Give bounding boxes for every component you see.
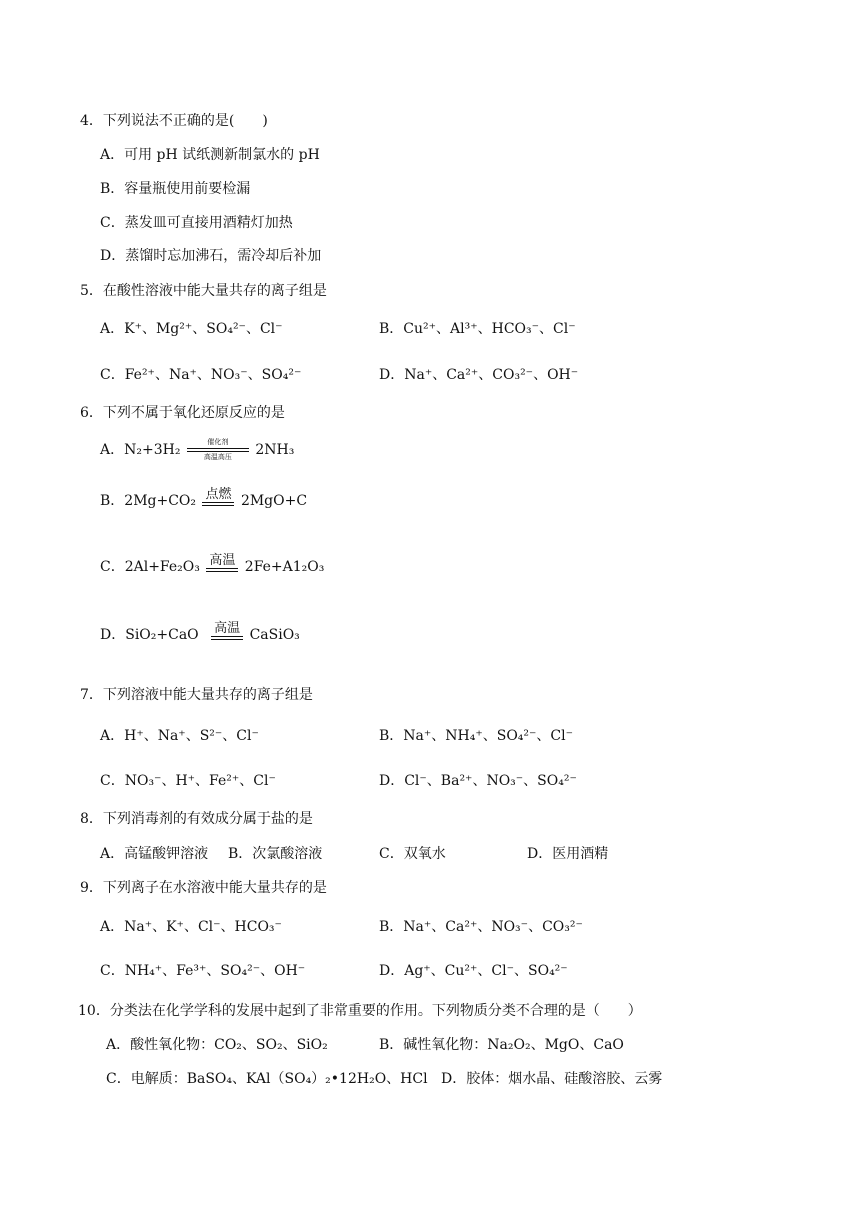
q9-option-c: C．NH₄⁺、Fe³⁺、SO₄²⁻、OH⁻ bbox=[100, 963, 306, 979]
q6-b-condition-text: 点燃 bbox=[205, 487, 232, 502]
q10-stem: 10．分类法在化学学科的发展中起到了非常重要的作用。下列物质分类不合理的是（ ） bbox=[78, 1003, 642, 1019]
q7-option-b: B．Na⁺、NH₄⁺、SO₄²⁻、Cl⁻ bbox=[379, 728, 573, 744]
q4-option-c: C．蒸发皿可直接用酒精灯加热 bbox=[100, 215, 293, 231]
equals-sign-icon bbox=[206, 568, 238, 572]
q6-option-c bbox=[100, 553, 325, 576]
q6-b-reactants: B．2Mg+CO₂ bbox=[100, 493, 197, 509]
q9-stem: 9．下列离子在水溶液中能大量共存的是 bbox=[80, 880, 327, 896]
q6-c-reactants: C．2Al+Fe₂O₃ bbox=[100, 559, 200, 575]
q9-option-a: A．Na⁺、K⁺、Cl⁻、HCO₃⁻ bbox=[100, 919, 282, 935]
q8-option-c: C．双氧水 bbox=[379, 846, 446, 862]
q7-option-d: D．Cl⁻、Ba²⁺、NO₃⁻、SO₄²⁻ bbox=[379, 773, 577, 789]
q10-option-a: A．酸性氧化物：CO₂、SO₂、SiO₂ bbox=[106, 1037, 328, 1053]
q6-option-b bbox=[100, 487, 308, 510]
q9-option-d: D．Ag⁺、Cu²⁺、Cl⁻、SO₄²⁻ bbox=[379, 963, 568, 979]
q8-option-a: A．高锰酸钾溶液 bbox=[100, 846, 209, 862]
q6-d-condition-text: 高温 bbox=[214, 621, 241, 636]
q4-stem: 4．下列说法不正确的是( ) bbox=[80, 113, 268, 129]
q6-c-products: 2Fe+A1₂O₃ bbox=[244, 559, 325, 575]
q7-stem: 7．下列溶液中能大量共存的离子组是 bbox=[80, 687, 313, 703]
q6-d-products: CaSiO₃ bbox=[249, 627, 300, 643]
equals-sign-icon bbox=[211, 636, 243, 640]
q5-option-b: B．Cu²⁺、Al³⁺、HCO₃⁻、Cl⁻ bbox=[379, 321, 576, 337]
q6-option-a bbox=[100, 438, 294, 462]
q5-option-a: A．K⁺、Mg²⁺、SO₄²⁻、Cl⁻ bbox=[100, 321, 283, 337]
q7-option-c: C．NO₃⁻、H⁺、Fe²⁺、Cl⁻ bbox=[100, 773, 276, 789]
q6-c-condition bbox=[206, 554, 238, 572]
q6-a-products: 2NH₃ bbox=[255, 442, 295, 458]
q5-option-d: D．Na⁺、Ca²⁺、CO₃²⁻、OH⁻ bbox=[379, 367, 579, 383]
q6-a-condition-bottom: 高温高压 bbox=[203, 453, 232, 461]
q10-option-b: B．碱性氧化物：Na₂O₂、MgO、CaO bbox=[379, 1037, 624, 1053]
q6-a-reactants: A．N₂+3H₂ bbox=[100, 442, 181, 458]
q6-b-condition bbox=[202, 488, 234, 506]
q6-b-products: 2MgO+C bbox=[240, 493, 308, 509]
equals-sign-icon bbox=[202, 502, 234, 506]
q6-d-condition bbox=[211, 622, 243, 640]
q9-option-b: B．Na⁺、Ca²⁺、NO₃⁻、CO₃²⁻ bbox=[379, 919, 583, 935]
q10-option-c: C．电解质：BaSO₄、KAl（SO₄）₂•12H₂O、HCl bbox=[106, 1071, 428, 1087]
q6-a-condition-top: 催化剂 bbox=[207, 438, 229, 446]
q8-stem: 8．下列消毒剂的有效成分属于盐的是 bbox=[80, 811, 313, 827]
q4-option-b: B．容量瓶使用前要检漏 bbox=[100, 181, 251, 197]
q6-option-d bbox=[100, 621, 300, 644]
q6-a-condition bbox=[187, 438, 249, 462]
q5-stem: 5．在酸性溶液中能大量共存的离子组是 bbox=[80, 283, 327, 299]
q8-option-d: D．医用酒精 bbox=[527, 846, 609, 862]
reversible-arrow-icon bbox=[187, 447, 249, 453]
q6-d-reactants: D．SiO₂+CaO bbox=[100, 627, 199, 643]
q4-option-d: D．蒸馏时忘加沸石，需冷却后补加 bbox=[100, 248, 322, 264]
q10-option-d: D．胶体：烟水晶、硅酸溶胶、云雾 bbox=[441, 1071, 663, 1087]
q6-c-condition-text: 高温 bbox=[209, 553, 236, 568]
q8-option-b: B．次氯酸溶液 bbox=[228, 846, 323, 862]
q6-stem: 6．下列不属于氧化还原反应的是 bbox=[80, 405, 285, 421]
q7-option-a: A．H⁺、Na⁺、S²⁻、Cl⁻ bbox=[100, 728, 259, 744]
q5-option-c: C．Fe²⁺、Na⁺、NO₃⁻、SO₄²⁻ bbox=[100, 367, 302, 383]
q4-option-a: A．可用 pH 试纸测新制氯水的 pH bbox=[100, 147, 320, 163]
